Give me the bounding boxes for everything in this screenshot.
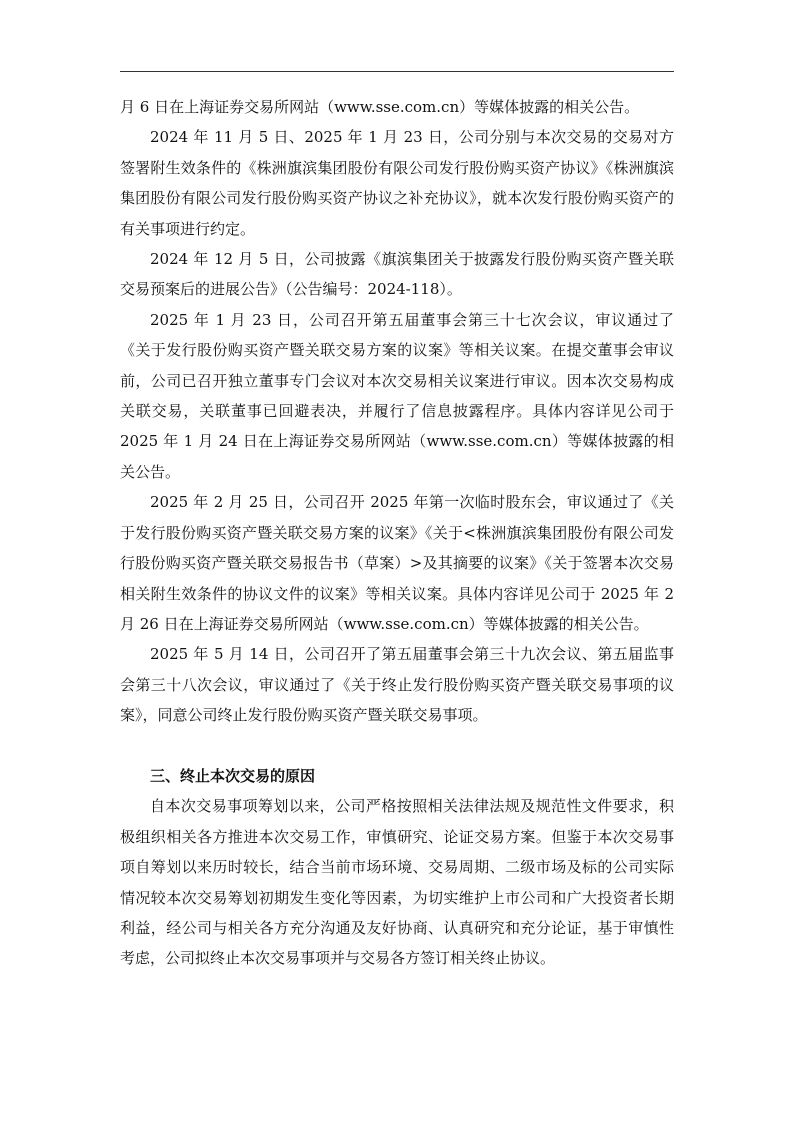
paragraph-shareholder-meeting: 2025 年 2 月 25 日，公司召开 2025 年第一次临时股东会，审议通过了《关于发行股份购买资产暨关联交易方案的议案》《关于<株洲旗滨集团股份有限公司发行股份购买资产暨关联交易报告书（草案）>及其摘要的议案》《关于签署本次交易相关附生效条件的协议文件的议案》等相关议案。具体内容详见公司于 2025 年 2 月 26 日在上海证券交易所网站（www.sse.com.cn）等媒体披露的相关公告。 [120,493,674,633]
section-heading-termination-reason: 三、终止本次交易的原因 [150,766,316,785]
paragraph-agreement-signing: 2024 年 11 月 5 日、2025 年 1 月 23 日，公司分别与本次交易的交易对方签署附生效条件的《株洲旗滨集团股份有限公司发行股份购买资产协议》《株洲旗滨集团股份有限公司发行股份购买资产协议之补充协议》，就本次发行股份购买资产的有关事项进行约定。 [120,128,674,238]
paragraph-termination-reason: 自本次交易事项筹划以来，公司严格按照相关法律法规及规范性文件要求，积极组织相关各方推进本次交易工作，审慎研究、论证交易方案。但鉴于本次交易事项自筹划以来历时较长，结合当前市场环境、交易周期、二级市场及标的公司实际情况较本次交易筹划初期发生变化等因素，为切实维护上市公司和广大投资者长期利益，经公司与相关各方充分沟通及友好协商、认真研究和充分论证，基于审慎性考虑，公司拟终止本次交易事项并与交易各方签订相关终止协议。 [120,797,674,968]
document-body [120,92,674,974]
paragraph-board-meeting: 2025 年 1 月 23 日，公司召开第五届董事会第三十七次会议，审议通过了《关于发行股份购买资产暨关联交易方案的议案》等相关议案。在提交董事会审议前，公司已召开独立董事专门会议对本次交易相关议案进行审议。因本次交易构成关联交易，关联董事已回避表决，并履行了信息披露程序。具体内容详见公司于 2025 年 1 月 24 日在上海证券交易所网站（www.sse.com.cn）等媒体披露的相关公告。 [120,310,674,481]
paragraph-continuation: 月 6 日在上海证券交易所网站（www.sse.com.cn）等媒体披露的相关公告。 [120,98,640,116]
header-divider [120,71,674,72]
paragraph-progress-announcement: 2024 年 12 月 5 日，公司披露《旗滨集团关于披露发行股份购买资产暨关联交易预案后的进展公告》（公告编号：2024-118）。 [120,250,674,299]
paragraph-termination-resolution: 2025 年 5 月 14 日，公司召开了第五届董事会第三十九次会议、第五届监事会第三十八次会议，审议通过了《关于终止发行股份购买资产暨关联交易事项的议案》，同意公司终止发行股份购买资产暨关联交易事项。 [120,645,674,725]
